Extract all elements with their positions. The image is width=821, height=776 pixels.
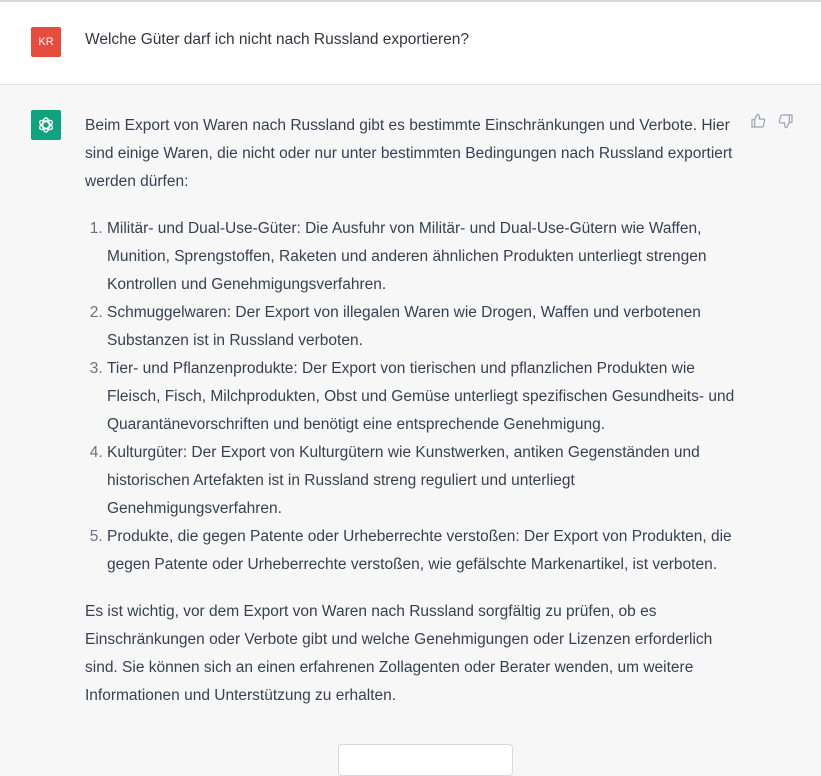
list-item: 4. Kulturgüter: Der Export von Kulturgütern wie Kunstwerken, antiken Gegenständen und historischen Artefakten ist in Russland streng reguliert und unterliegt Genehmigungsverfahren. xyxy=(107,439,735,523)
user-initials: KR xyxy=(38,36,54,48)
feedback-buttons xyxy=(750,113,794,129)
user-avatar xyxy=(31,27,61,57)
list-item: 2. Schmuggelwaren: Der Export von illegalen Waren wie Drogen, Waffen und verbotenen Substanzen ist in Russland verboten. xyxy=(107,299,735,355)
assistant-response xyxy=(85,112,735,710)
list-item: 3. Tier- und Pflanzenprodukte: Der Export von tierischen und pflanzlichen Produkten wie Fleisch, Fisch, Milchprodukten, Obst und Gemüse unterliegt spezifischen Gesundheits- und Quarantänevorschriften und benötigt eine entsprechende Genehmigung. xyxy=(107,355,735,439)
openai-logo-icon xyxy=(31,110,61,140)
restricted-goods-list xyxy=(85,215,735,579)
user-question: Welche Güter darf ich nicht nach Russland exportieren? xyxy=(85,31,469,48)
response-outro: Es ist wichtig, vor dem Export von Waren nach Russland sorgfältig zu prüfen, ob es Einschränkungen oder Verbote gibt und welche Genehmigungen oder Lizenzen erforderlich sind. Sie können sich an einen erfahrenen Zollagenten oder Berater wenden, um weitere Informationen und Unterstützung zu erhalten. xyxy=(85,603,713,704)
thumbs-down-icon[interactable] xyxy=(778,113,794,129)
thumbs-up-icon[interactable] xyxy=(750,113,766,129)
response-intro: Beim Export von Waren nach Russland gibt es bestimmte Einschränkungen und Verbote. Hier sind einige Waren, die nicht oder nur unter bestimmten Bedingungen nach Russland exportiert werden dürfen: xyxy=(85,117,733,190)
assistant-message xyxy=(0,85,821,753)
user-message xyxy=(0,0,821,85)
regenerate-button[interactable] xyxy=(338,744,513,776)
list-item: 1. Militär- und Dual-Use-Güter: Die Ausfuhr von Militär- und Dual-Use-Gütern wie Waffen, Munition, Sprengstoffen, Raketen und anderen ähnlichen Produkten unterliegt strengen Kontrollen und Genehmigungsverfahren. xyxy=(107,215,735,299)
list-item: 5. Produkte, die gegen Patente oder Urheberrechte verstoßen: Der Export von Produkten, die gegen Patente oder Urheberrechte verstoßen, wie gefälschte Markenartikel, ist verboten. xyxy=(107,523,735,579)
